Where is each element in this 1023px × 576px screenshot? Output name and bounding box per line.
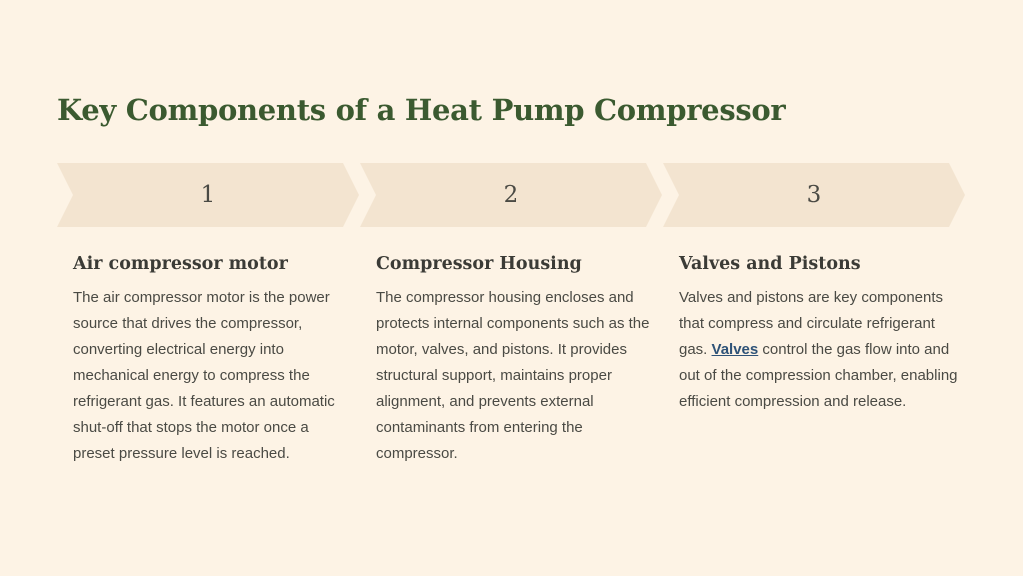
step-body-1: The air compressor motor is the power source that drives the compressor, converting electrical energy into mechanical energy to compress the refrigerant gas. It features an automatic shut-off that stops the motor once a preset pressure level is reached. [73, 289, 335, 462]
step-description-1 [73, 250, 353, 467]
step-heading-3: Valves and Pistons [679, 254, 861, 274]
step-description-2 [376, 250, 656, 467]
step-body-3 [679, 285, 959, 415]
step-number-1: 1 [200, 182, 216, 208]
valves-link[interactable]: Valves [711, 341, 759, 358]
step-number-3: 3 [806, 182, 822, 208]
step-number-2: 2 [503, 182, 519, 208]
step-chevron-3 [663, 163, 965, 227]
step-chevron-2 [360, 163, 662, 227]
step-heading-2: Compressor Housing [376, 254, 582, 274]
step-description-3 [679, 250, 959, 415]
step-heading-1: Air compressor motor [73, 254, 288, 274]
step-body-3-start: Valves and pistons are key components that compress and circulate refrigerant gas. [679, 289, 944, 358]
step-chevron-1 [57, 163, 359, 227]
step-body-2: The compressor housing encloses and protects internal components such as the motor, valves, and pistons. It provides structural support, maintains proper alignment, and prevents external contaminants from entering the compressor. [376, 289, 650, 462]
slide-title: Key Components of a Heat Pump Compressor [57, 93, 786, 127]
step-body-3-end: control the gas flow into and out of the compression chamber, enabling efficient compression and release. [679, 341, 958, 410]
